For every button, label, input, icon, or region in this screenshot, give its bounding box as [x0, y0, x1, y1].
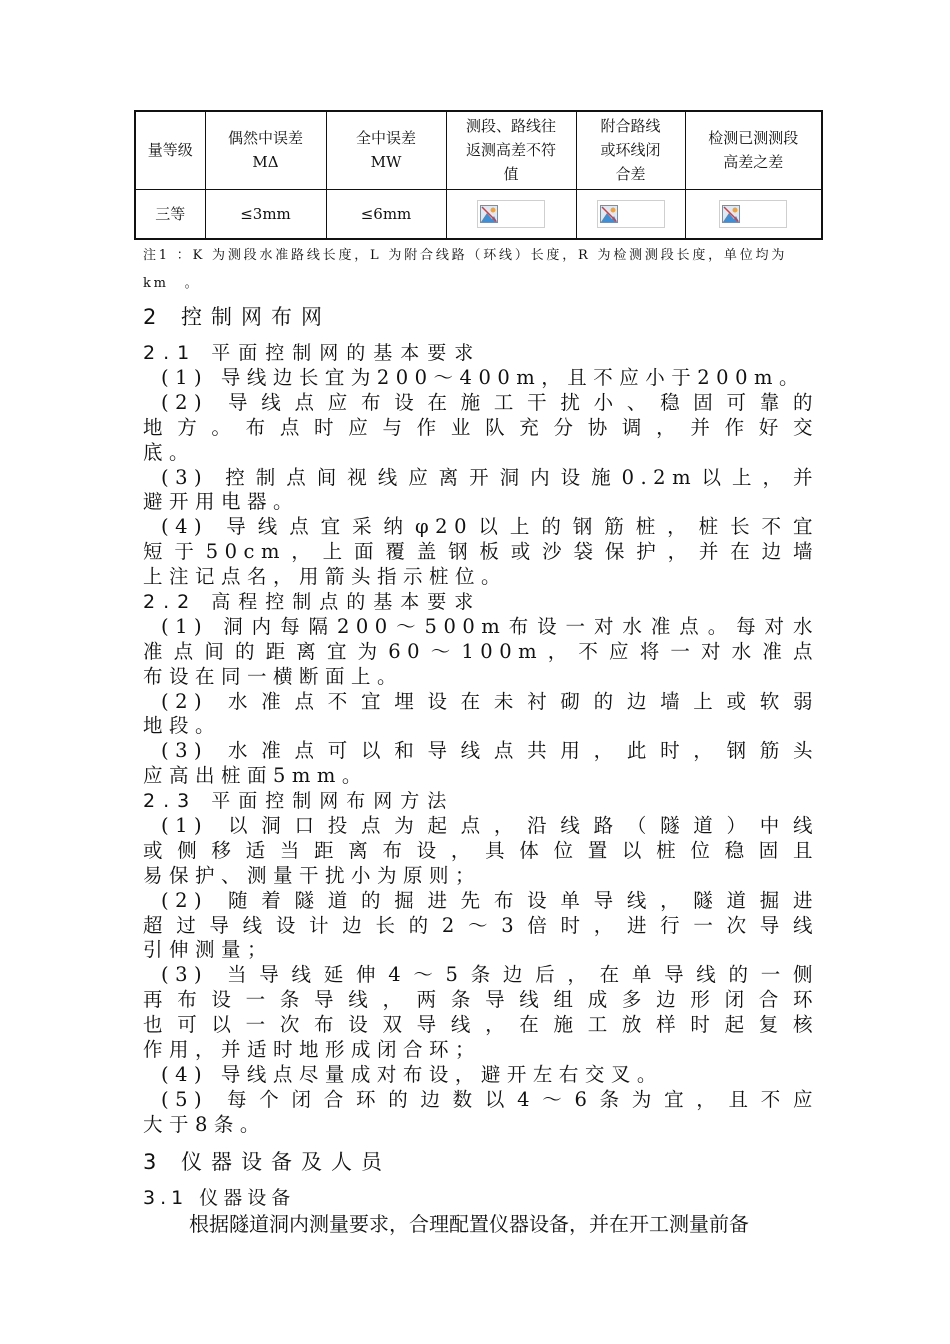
body-line: (1) 以洞口投点为起点，沿线路（隧道）中线 [161, 814, 819, 838]
section-heading-3: 3 仪器设备及人员 [143, 1150, 392, 1174]
body-line: (1) 洞内每隔200～500m布设一对水准点。每对水 [161, 614, 819, 638]
body-line: (2) 随着隧道的掘进先布设单导线，隧道掘进 [161, 888, 819, 912]
body-line: 超过导线设计边长的2～3倍时，进行一次导线 [143, 913, 819, 937]
body-line: 地段。 [143, 714, 222, 738]
body-line: 底。 [143, 440, 196, 464]
table-header-cell: 测段、路线往 返测高差不符 值 [446, 111, 576, 189]
subsection-heading-3-1: 3.1 仪器设备 [143, 1187, 296, 1209]
table-cell [446, 189, 576, 239]
body-line: 或侧移适当距离布设，具体位置以桩位稳固且 [143, 838, 819, 862]
subsection-heading-2-2: 2.2 高程控制点的基本要求 [143, 591, 482, 614]
table-row [135, 189, 822, 239]
table-footnote [143, 242, 833, 298]
body-line: 作用，并适时地形成闭合环； [143, 1038, 482, 1062]
table-cell [685, 189, 822, 239]
subsection-heading-2-1: 2.1 平面控制网的基本要求 [143, 342, 482, 364]
body-paragraph: 根据隧道洞内测量要求，合理配置仪器设备，并在开工测量前备 [189, 1212, 749, 1236]
broken-image-icon [597, 200, 665, 228]
footnote-line: km 。 [143, 276, 201, 291]
body-line: (5) 每个闭合环的边数以4～6条为宜，且不应 [161, 1087, 819, 1111]
broken-image-icon [719, 200, 787, 228]
body-line: 再布设一条导线，两条导线组成多边形闭合环 [143, 988, 819, 1012]
footnote-line: 注1 ：K 为测段水准路线长度，L 为附合线路（环线）长度，R 为检测测段长度，单位均为 [143, 248, 788, 263]
body-line: (4) 导线点尽量成对布设，避开左右交叉。 [161, 1062, 663, 1086]
table-header-cell: 全中误差 MW [326, 111, 446, 189]
body-line: 大于8条。 [143, 1112, 266, 1136]
table-header-cell: 偶然中误差 MΔ [205, 111, 326, 189]
section-heading-2: 2 控制网布网 [143, 305, 332, 329]
body-line: (3) 控制点间视线应离开洞内设施0.2m以上，并 [161, 465, 819, 489]
body-line: 应高出桩面5mm。 [143, 764, 368, 788]
subsection-heading-2-3: 2.3 平面控制网布网方法 [143, 790, 455, 813]
body-line: (2) 导线点应布设在施工干扰小、稳固可靠的 [161, 390, 819, 414]
body-line: 避开用电器。 [143, 490, 300, 514]
body-text [143, 366, 819, 1138]
table-cell: 三等 [135, 189, 205, 239]
table-header-cell: 检测已测测段 高差之差 [685, 111, 822, 189]
body-line: 引伸测量； [143, 938, 274, 962]
table-header-cell: 附合路线 或环线闭 合差 [576, 111, 685, 189]
body-line: (3) 水准点可以和导线点共用，此时，钢筋头 [161, 739, 819, 763]
body-line: 易保护、测量干扰小为原则； [143, 863, 482, 887]
body-line: (1) 导线边长宜为200～400m，且不应小于200m。 [161, 366, 805, 389]
body-line: 上注记点名，用箭头指示桩位。 [143, 565, 508, 589]
table-cell: ≤6mm [326, 189, 446, 239]
table-cell [576, 189, 685, 239]
table-header-row [135, 111, 822, 189]
body-line: 地方。布点时应与作业队充分协调，并作好交 [143, 415, 819, 439]
broken-image-icon [477, 200, 545, 228]
body-line: (4) 导线点宜采纳φ20以上的钢筋桩，桩长不宜 [161, 515, 819, 539]
table-header-cell: 量等级 [135, 111, 205, 189]
body-line: 短于50cm，上面覆盖钢板或沙袋保护，并在边墙 [143, 540, 819, 564]
body-line: 布设在同一横断面上。 [143, 664, 404, 688]
body-line: 准点间的距离宜为60～100m，不应将一对水准点 [143, 639, 819, 663]
tolerance-table [134, 110, 823, 240]
body-line: (3) 当导线延伸4～5条边后，在单导线的一侧 [161, 963, 819, 987]
body-line: (2) 水准点不宜埋设在未衬砌的边墙上或软弱 [161, 689, 819, 713]
body-line: 也可以一次布设双导线，在施工放样时起复核 [143, 1013, 819, 1037]
table-cell: ≤3mm [205, 189, 326, 239]
